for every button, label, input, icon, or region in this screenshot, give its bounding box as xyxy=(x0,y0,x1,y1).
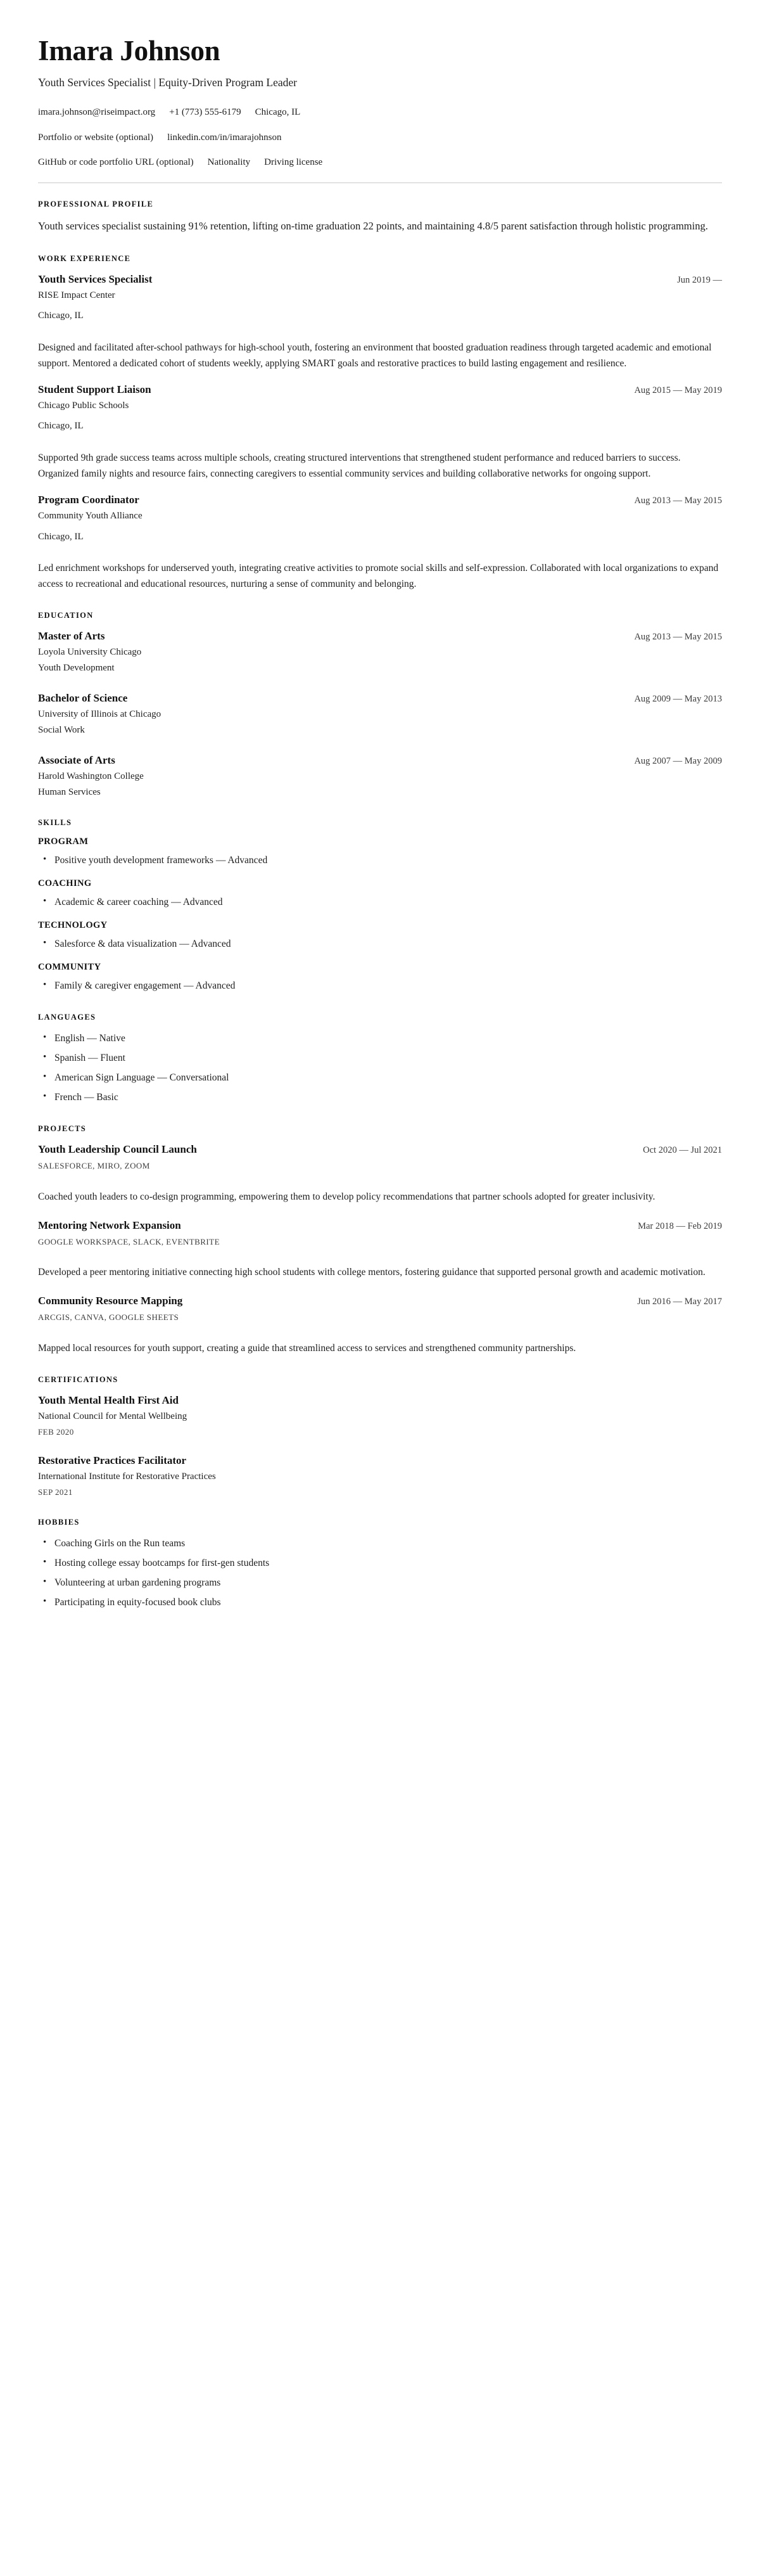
skill-item: • Academic & career coaching — Advanced xyxy=(38,895,722,910)
github-placeholder-text[interactable]: GitHub or code portfolio URL (optional) xyxy=(38,157,194,167)
education-entry xyxy=(38,629,722,675)
skill-item: • Salesforce & data visualization — Advanced xyxy=(38,937,722,952)
skill-group-program xyxy=(38,836,722,868)
job-title: Youth Services Specialist xyxy=(38,272,153,285)
section-title-skills: SKILLS xyxy=(38,818,72,828)
skill-list xyxy=(38,978,722,994)
project-date-range: Oct 2020 — Jul 2021 xyxy=(643,1145,722,1156)
degree-title: Associate of Arts xyxy=(38,754,115,767)
job-description: Led enrichment workshops for underserved youth, integrating creative activities to promote social skills and self-expression. Collaborated with local organizations to expand access to recreational and educational resources, nurturing a sense of community and belonging. xyxy=(38,563,719,590)
project-tools: GOOGLE WORKSPACE, SLACK, EVENTBRITE xyxy=(38,1236,220,1246)
language-item: • Spanish — Fluent xyxy=(38,1051,722,1066)
portfolio-placeholder-text[interactable]: Portfolio or website (optional) xyxy=(38,132,154,143)
project-entry-head xyxy=(38,1294,722,1309)
degree-title: Master of Arts xyxy=(38,630,105,643)
certification-issuer: International Institute for Restorative Practices xyxy=(38,1471,216,1482)
profile-summary-text: Youth services specialist sustaining 91% retention, lifting on-time graduation 22 points, and maintaining 4.8/5 parent satisfaction through holistic programming. xyxy=(38,220,708,233)
job-location: Chicago, IL xyxy=(38,421,84,432)
contact-row-primary xyxy=(38,106,722,119)
job-title: Student Support Liaison xyxy=(38,383,151,395)
education-entry xyxy=(38,753,722,799)
project-description: Coached youth leaders to co-design programming, empowering them to develop policy recommendations that partner schools adopted for greater inclusivity. xyxy=(38,1191,656,1202)
skill-list xyxy=(38,937,722,952)
section-languages xyxy=(38,1013,722,1105)
certification-date: SEP 2021 xyxy=(38,1487,73,1497)
skill-item: • Family & caregiver engagement — Advanced xyxy=(38,978,722,994)
project-description: Developed a peer mentoring initiative connecting high school students with college mentors, fostering guidance that supported personal growth and academic motivation. xyxy=(38,1267,706,1278)
section-title-hobbies: HOBBIES xyxy=(38,1517,80,1527)
section-certifications xyxy=(38,1375,722,1499)
skill-group-label: COACHING xyxy=(38,878,92,889)
linkedin-text[interactable]: linkedin.com/in/imarajohnson xyxy=(167,132,282,143)
hobby-item: • Hosting college essay bootcamps for first-gen students xyxy=(38,1556,722,1571)
section-title-projects: PROJECTS xyxy=(38,1124,87,1134)
certification-date: FEB 2020 xyxy=(38,1427,74,1437)
contact-row-links xyxy=(38,131,722,144)
section-projects xyxy=(38,1124,722,1356)
certification-entry xyxy=(38,1454,722,1499)
project-tools: ARCGIS, CANVA, GOOGLE SHEETS xyxy=(38,1312,179,1323)
section-title-profile: PROFESSIONAL PROFILE xyxy=(38,200,154,209)
section-skills xyxy=(38,818,722,994)
work-entry-head xyxy=(38,272,722,287)
degree-date-range: Aug 2013 — May 2015 xyxy=(634,632,722,643)
skill-group-technology xyxy=(38,920,722,952)
work-entry-head xyxy=(38,383,722,397)
hobby-item: • Participating in equity-focused book clubs xyxy=(38,1595,722,1610)
school-name: University of Illinois at Chicago xyxy=(38,709,162,720)
language-list xyxy=(38,1031,722,1105)
school-name: Loyola University Chicago xyxy=(38,647,142,658)
hobby-item: • Coaching Girls on the Run teams xyxy=(38,1536,722,1551)
section-title-education: EDUCATION xyxy=(38,611,94,620)
certification-title: Youth Mental Health First Aid xyxy=(38,1394,179,1406)
project-entry xyxy=(38,1219,722,1281)
education-entry-head xyxy=(38,629,722,644)
field-of-study: Human Services xyxy=(38,786,101,797)
project-entry xyxy=(38,1143,722,1205)
project-entry-head xyxy=(38,1143,722,1157)
job-description: Supported 9th grade success teams across multiple schools, creating structured interventions that strengthened student performance and reduced barriers to success. Organized family nights and resource fairs, connecting caregivers to essential community services and building collaborative networks for ongoing support. xyxy=(38,452,681,480)
driving-license-text[interactable]: Driving license xyxy=(264,157,323,167)
job-title: Program Coordinator xyxy=(38,494,139,506)
project-title: Youth Leadership Council Launch xyxy=(38,1143,197,1156)
phone-text[interactable]: +1 (773) 555-6179 xyxy=(169,107,241,118)
section-education xyxy=(38,611,722,799)
section-title-work: WORK EXPERIENCE xyxy=(38,253,131,263)
skill-group-label: COMMUNITY xyxy=(38,962,101,973)
project-tools: SALESFORCE, MIRO, ZOOM xyxy=(38,1161,150,1171)
job-date-range: Jun 2019 — xyxy=(677,274,722,285)
education-entry-head xyxy=(38,753,722,768)
language-item: • French — Basic xyxy=(38,1090,722,1105)
project-date-range: Mar 2018 — Feb 2019 xyxy=(638,1221,722,1231)
email-text[interactable]: imara.johnson@riseimpact.org xyxy=(38,107,156,118)
section-professional-profile xyxy=(38,200,722,235)
skill-group-coaching xyxy=(38,878,722,910)
job-location: Chicago, IL xyxy=(38,531,84,542)
job-employer: RISE Impact Center xyxy=(38,290,115,300)
nationality-text[interactable]: Nationality xyxy=(207,157,251,167)
hobby-item: • Volunteering at urban gardening programs xyxy=(38,1575,722,1591)
project-entry-head xyxy=(38,1219,722,1233)
field-of-study: Social Work xyxy=(38,724,85,735)
skill-group-label: TECHNOLOGY xyxy=(38,920,108,931)
section-hobbies xyxy=(38,1518,722,1610)
certification-issuer: National Council for Mental Wellbeing xyxy=(38,1411,187,1421)
work-entry xyxy=(38,383,722,482)
section-work-experience xyxy=(38,254,722,592)
job-employer: Chicago Public Schools xyxy=(38,400,129,411)
job-date-range: Aug 2015 — May 2019 xyxy=(634,385,722,395)
job-location: Chicago, IL xyxy=(38,311,84,321)
work-entry xyxy=(38,493,722,592)
field-of-study: Youth Development xyxy=(38,662,115,673)
resume-header xyxy=(38,35,722,169)
education-entry-head xyxy=(38,691,722,706)
education-entry xyxy=(38,691,722,737)
contact-row-extra xyxy=(38,156,722,169)
work-entry-head xyxy=(38,493,722,508)
job-date-range: Aug 2013 — May 2015 xyxy=(634,496,722,506)
skill-group-label: PROGRAM xyxy=(38,836,89,847)
project-title: Mentoring Network Expansion xyxy=(38,1219,181,1231)
project-entry xyxy=(38,1294,722,1356)
certification-title: Restorative Practices Facilitator xyxy=(38,1454,187,1466)
degree-date-range: Aug 2007 — May 2009 xyxy=(634,756,722,767)
skill-list xyxy=(38,895,722,910)
candidate-name: Imara Johnson xyxy=(38,35,220,67)
skill-item: • Positive youth development frameworks — Advanced xyxy=(38,853,722,868)
degree-title: Bachelor of Science xyxy=(38,692,128,705)
job-employer: Community Youth Alliance xyxy=(38,511,142,522)
language-item: • American Sign Language — Conversational xyxy=(38,1070,722,1086)
certification-entry xyxy=(38,1394,722,1439)
hobby-list xyxy=(38,1536,722,1610)
candidate-headline: Youth Services Specialist | Equity-Driven Program Leader xyxy=(38,75,298,89)
school-name: Harold Washington College xyxy=(38,771,144,782)
language-item: • English — Native xyxy=(38,1031,722,1046)
skill-list xyxy=(38,853,722,868)
job-description: Designed and facilitated after-school pathways for high-school youth, fostering an environment that boosted graduation readiness through targeted academic and emotional support. Mentored a dedicated cohort of students weekly, applying SMART goals and restorative practices to build lasting engagement and resilience. xyxy=(38,342,712,369)
degree-date-range: Aug 2009 — May 2013 xyxy=(634,694,722,705)
project-title: Community Resource Mapping xyxy=(38,1295,183,1307)
project-date-range: Jun 2016 — May 2017 xyxy=(637,1297,722,1307)
skill-group-community xyxy=(38,962,722,994)
section-title-languages: LANGUAGES xyxy=(38,1013,96,1022)
work-entry xyxy=(38,272,722,371)
location-text: Chicago, IL xyxy=(255,107,301,118)
project-description: Mapped local resources for youth support, creating a guide that streamlined access to services and strengthened community partnerships. xyxy=(38,1342,576,1354)
section-title-certifications: CERTIFICATIONS xyxy=(38,1375,118,1384)
